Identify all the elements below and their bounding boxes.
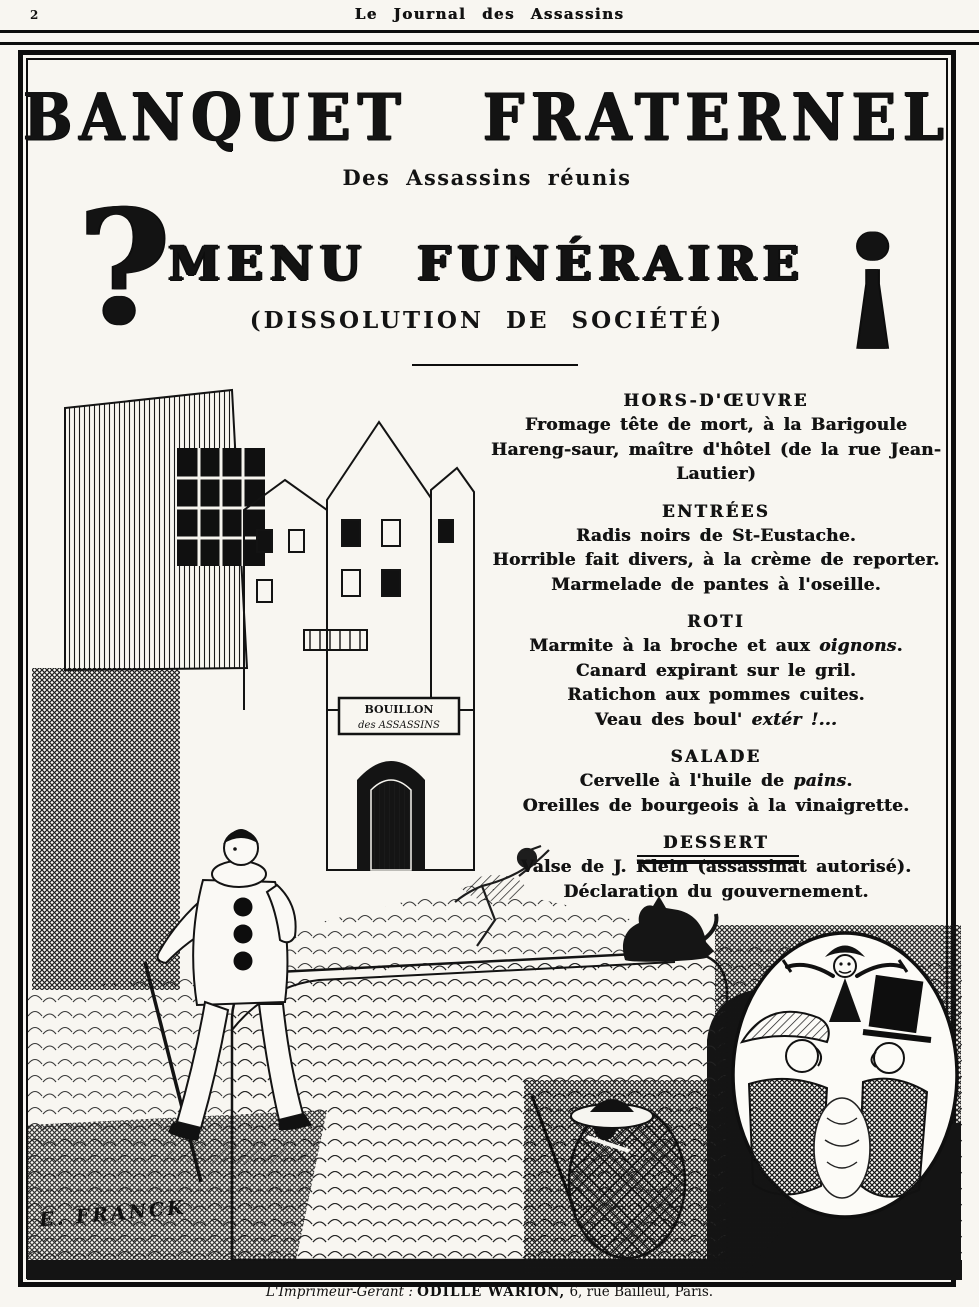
page-number: 2 (30, 8, 39, 22)
masthead-rule (0, 30, 979, 45)
menu-section-heading: ROTI (686, 612, 746, 631)
banner-subtitle: Des Assassins réunis (342, 165, 632, 190)
imprint-name: ODILLE WARION, (417, 1284, 566, 1300)
masthead-title: Le Journal des Assassins (354, 5, 625, 23)
banner-title: BANQUET FRATERNEL (23, 79, 951, 156)
ragpicker-figure (524, 1080, 727, 1273)
imprint-line (0, 1284, 979, 1300)
arched-doorway (357, 761, 425, 870)
menu-section-heading: SALADE (670, 747, 762, 766)
menu-section-heading: ENTRÉES (661, 501, 771, 521)
menu-title: MENU FUNÉRAIRE (168, 237, 806, 292)
menu-item: Veau des boul' extér !... (594, 709, 838, 730)
page-frame (18, 50, 956, 1287)
oval-vignette (715, 925, 961, 1278)
artist-signature: E. FRANCK (38, 1196, 188, 1232)
menu-item: Horrible fait divers, à la crème de reporter. (492, 550, 940, 570)
inverted-exclamation-icon: ¡ (838, 173, 908, 358)
menu-item: Radis noirs de St-Eustache. (575, 525, 857, 546)
menu-item: Cervelle à l'huile de pains. (579, 771, 853, 791)
menu-item: Canard expirant sur le gril. (575, 660, 857, 681)
dog-figure (623, 896, 717, 962)
shop-sign (339, 698, 459, 734)
menu-item: Valse de J. Klein (assassinat autorisé). (520, 857, 912, 877)
subtitle-rule (412, 364, 578, 366)
menu-section-heading: DESSERT (662, 833, 770, 852)
shop-sign-line1: BOUILLON (364, 703, 434, 716)
menu-item: Oreilles de bourgeois à la vinaigrette. (522, 795, 910, 816)
menu-item: Marmelade de pantes à l'oseille. (551, 574, 881, 595)
menu-item: Ratichon aux pommes cuites. (567, 685, 865, 705)
menu-end-rule (637, 855, 799, 864)
menu-item: Fromage tête de mort, à la Barigoule (524, 415, 908, 435)
menu-item: Hareng-saur, maître d'hôtel (de la rue Jean-Lautier) (490, 439, 942, 484)
menu-item: Déclaration du gouvernement. (563, 881, 869, 902)
menu-section-heading: HORS-D'ŒUVRE (623, 391, 809, 410)
imprint-address: 6, rue Bailleul, Paris. (569, 1284, 714, 1300)
shop-sign-line2: des ASSASSINS (358, 720, 440, 731)
imprint-label: L'Imprimeur-Gérant : (265, 1284, 413, 1300)
question-mark-icon: ? (78, 176, 171, 361)
menu-sections (475, 389, 957, 904)
vignette-ruffle (814, 1098, 870, 1198)
menu-item: Marmite à la broche et aux oignons. (529, 636, 903, 656)
menu-subtitle: (DISSOLUTION DE SOCIÉTÉ) (249, 307, 725, 334)
